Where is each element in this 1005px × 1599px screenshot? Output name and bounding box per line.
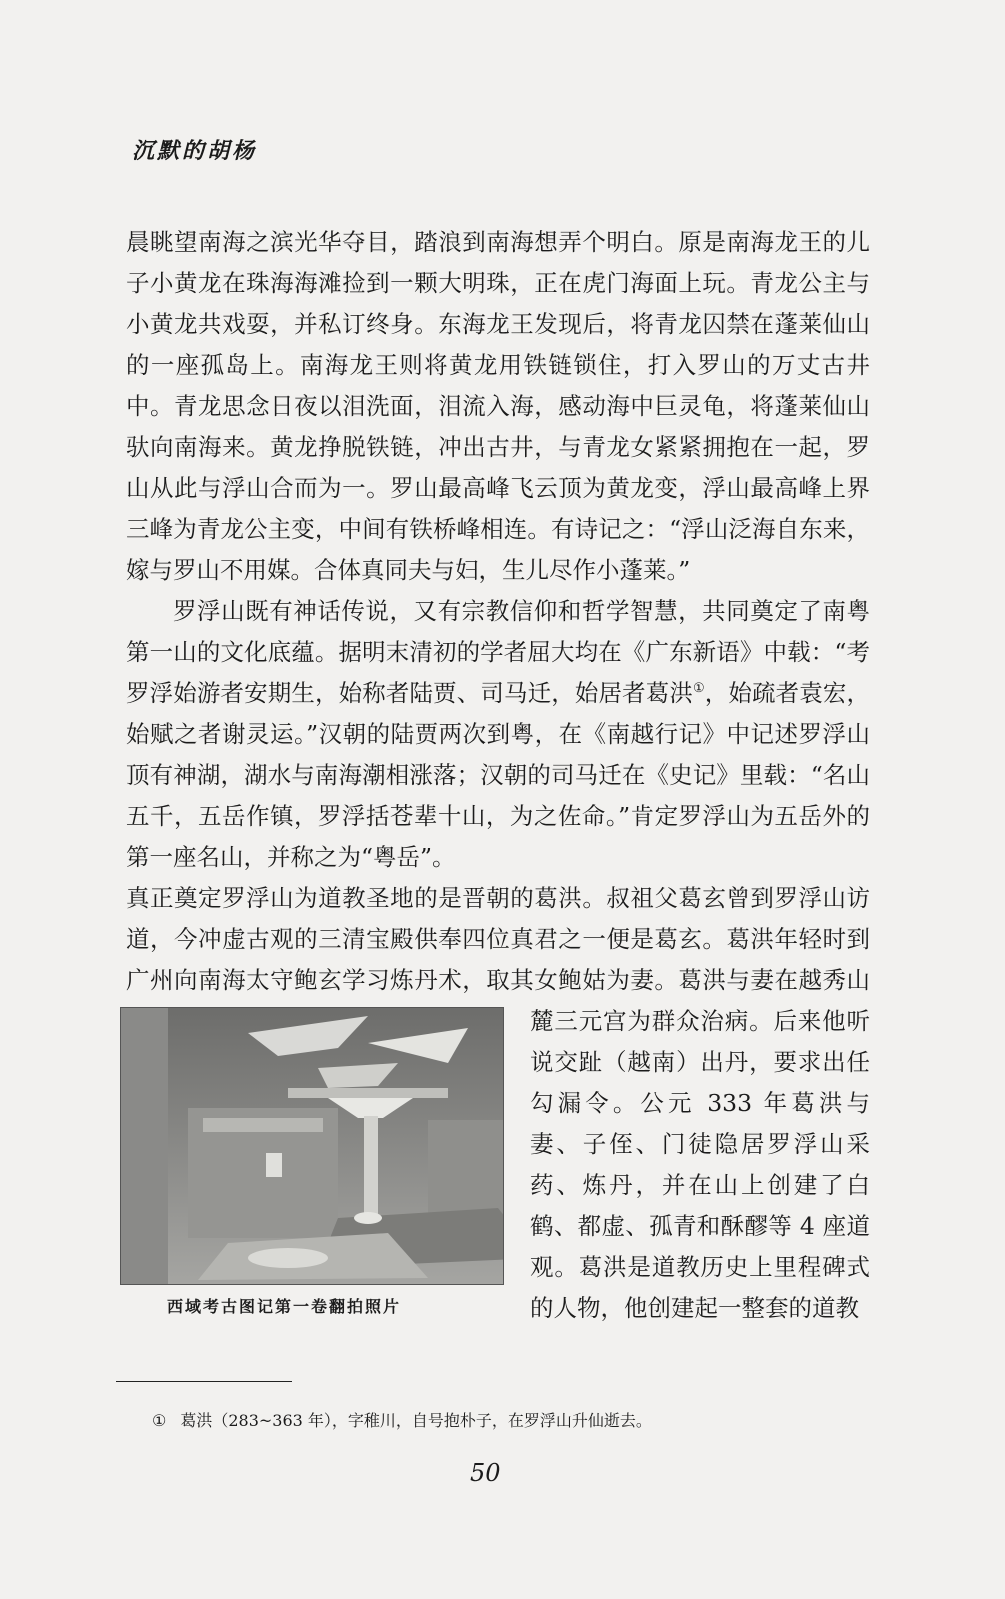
footnote-text: 葛洪（283~363 年），字稚川，自号抱朴子，在罗浮山升仙逝去。 <box>180 1411 652 1430</box>
figure-caption: 西域考古图记第一卷翻拍照片 <box>167 1297 402 1316</box>
paragraph-2 <box>126 591 870 878</box>
footnote-reference: ① <box>692 681 705 697</box>
paragraph-3-part-2: 秀山麓三元宫为群众治病。后来他听说交趾（越南）出丹，要求出任勾漏令。公元 333 年葛洪与妻、子侄、门徒隐居罗浮山采药、炼丹，并在山上创建了白鹤、都虚、孤青和酥醪等 4 座道观。葛洪是道教历史上里程碑式的人物，他创建起一整套的道教 <box>530 966 871 1322</box>
footnote <box>152 1409 652 1433</box>
running-head: 沉默的胡杨 <box>132 138 258 164</box>
paragraph-2-part-1: 罗浮山既有神话传说，又有宗教信仰和哲学智慧，共同奠定了南粤第一山的文化底蕴。据明末清初的学者屈大均在《广东新语》中载：“考罗浮始游者安期生，始称者陆贾、司马迁，始居者葛洪 <box>126 597 870 707</box>
paragraph-3-text <box>126 884 870 1322</box>
footnote-mark: ① <box>152 1411 167 1430</box>
paragraph-3 <box>126 878 870 1329</box>
footnote-divider <box>116 1381 292 1382</box>
paragraph-1: 晨眺望南海之滨光华夺目，踏浪到南海想弄个明白。原是南海龙王的儿子小黄龙在珠海海滩捡到一颗大明珠，正在虎门海面上玩。青龙公主与小黄龙共戏耍，并私订终身。东海龙王发现后，将青龙囚禁在蓬莱仙山的一座孤岛上。南海龙王则将黄龙用铁链锁住，打入罗山的万丈古井中。青龙思念日夜以泪洗面，泪流入海，感动海中巨灵龟，将蓬莱仙山驮向南海来。黄龙挣脱铁链，冲出古井，与青龙女紧紧拥抱在一起，罗山从此与浮山合而为一。罗山最高峰飞云顶为黄龙变，浮山最高峰上界三峰为青龙公主变，中间有铁桥峰相连。有诗记之：“浮山泛海自东来，嫁与罗山不用媒。合体真同夫与妇，生儿尽作小蓬莱。” <box>126 228 870 584</box>
archive-photo <box>120 1007 504 1285</box>
page-number: 50 <box>470 1459 501 1487</box>
paragraph-3-part-1: 真正奠定罗浮山为道教圣地的是晋朝的葛洪。叔祖父葛玄曾到罗浮山访道，今冲虚古观的三清宝殿供奉四位真君之一便是葛玄。葛洪年轻时到广州向南海太守鲍玄学习炼丹术，取其女鲍姑为妻。葛洪与妻在越 <box>126 884 870 994</box>
figure <box>120 1007 512 1319</box>
archive-photo-drawing <box>168 1008 504 1284</box>
paragraph-2-part-2: ，始疏者袁宏，始赋之者谢灵运。”汉朝的陆贾两次到粤，在《南越行记》中记述罗浮山顶有神湖，湖水与南海潮相涨落；汉朝的司马迁在《史记》里载：“名山五千，五岳作镇，罗浮括苍辈十山，为之佐命。”肯定罗浮山为五岳外的第一座名山，并称之为“粤岳”。 <box>126 679 871 871</box>
body-text <box>126 222 870 1329</box>
